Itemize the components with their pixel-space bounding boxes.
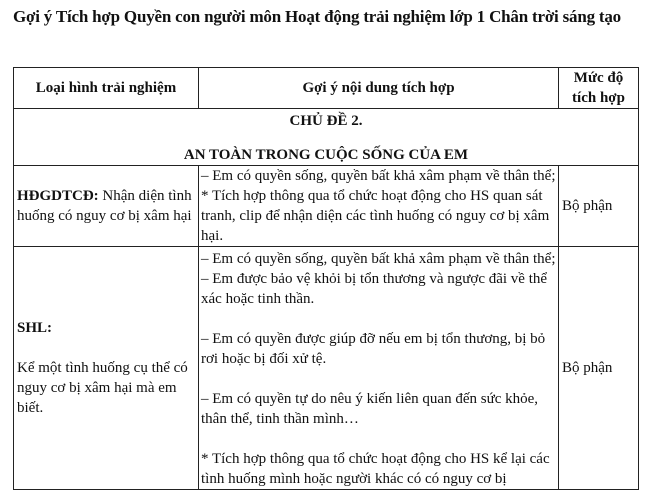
content-paragraph: – Em có quyền sống, quyền bất khả xâm phạm về thân thể; – Em được bảo vệ khỏi bị tổn thương và ngược đãi về thể xác hoặc tinh thần. xyxy=(201,251,556,307)
experience-type-cell xyxy=(14,247,199,490)
activity-code: HĐGDTCĐ: xyxy=(17,188,99,204)
activity-code: SHL: xyxy=(17,320,53,336)
theme-title: AN TOÀN TRONG CUỘC SỐNG CỦA EM xyxy=(183,147,469,163)
content-paragraph: – Em có quyền được giúp đỡ nếu em bị tổn thương, bị bỏ rơi hoặc bị đối xử tệ. xyxy=(201,331,546,367)
activity-description: Nhận diện tình huống có nguy cơ bị xâm hại xyxy=(17,188,192,224)
table-row xyxy=(14,247,639,490)
document-title: Gợi ý Tích hợp Quyền con người môn Hoạt động trải nghiệm lớp 1 Chân trời sáng tạo xyxy=(13,7,621,26)
theme-number: CHỦ ĐỀ 2. xyxy=(289,113,363,129)
content-paragraph: * Tích hợp thông qua tổ chức hoạt động cho HS kể lại các tình huống mình hoặc người khác có có nguy cơ bị xyxy=(201,451,550,487)
integration-content-cell xyxy=(199,247,559,490)
header-integration-content: Gợi ý nội dung tích hợp xyxy=(199,68,559,109)
table-row xyxy=(14,166,639,247)
integration-level-cell: Bộ phận xyxy=(559,247,639,490)
header-integration-level: Mức độ tích hợp xyxy=(559,68,639,109)
content-paragraph: – Em có quyền tự do nêu ý kiến liên quan đến sức khỏe, thân thể, tinh thần mình… xyxy=(201,391,539,427)
theme-cell xyxy=(14,109,639,166)
integration-content-cell xyxy=(199,166,559,247)
theme-row xyxy=(14,109,639,166)
content-paragraph: – Em có quyền sống, quyền bất khả xâm phạm về thân thể; * Tích hợp thông qua tổ chức hoạt động cho HS quan sát tranh, clip để nhận diện các tình huống có nguy cơ bị xâm hại. xyxy=(201,168,556,244)
experience-type-cell xyxy=(14,166,199,247)
activity-description: Kể một tình huống cụ thể có nguy cơ bị xâm hại mà em biết. xyxy=(17,360,188,416)
integration-level-cell: Bộ phận xyxy=(559,166,639,247)
header-experience-type: Loại hình trải nghiệm xyxy=(14,68,199,109)
table-header-row xyxy=(14,68,639,109)
integration-table xyxy=(13,67,639,490)
